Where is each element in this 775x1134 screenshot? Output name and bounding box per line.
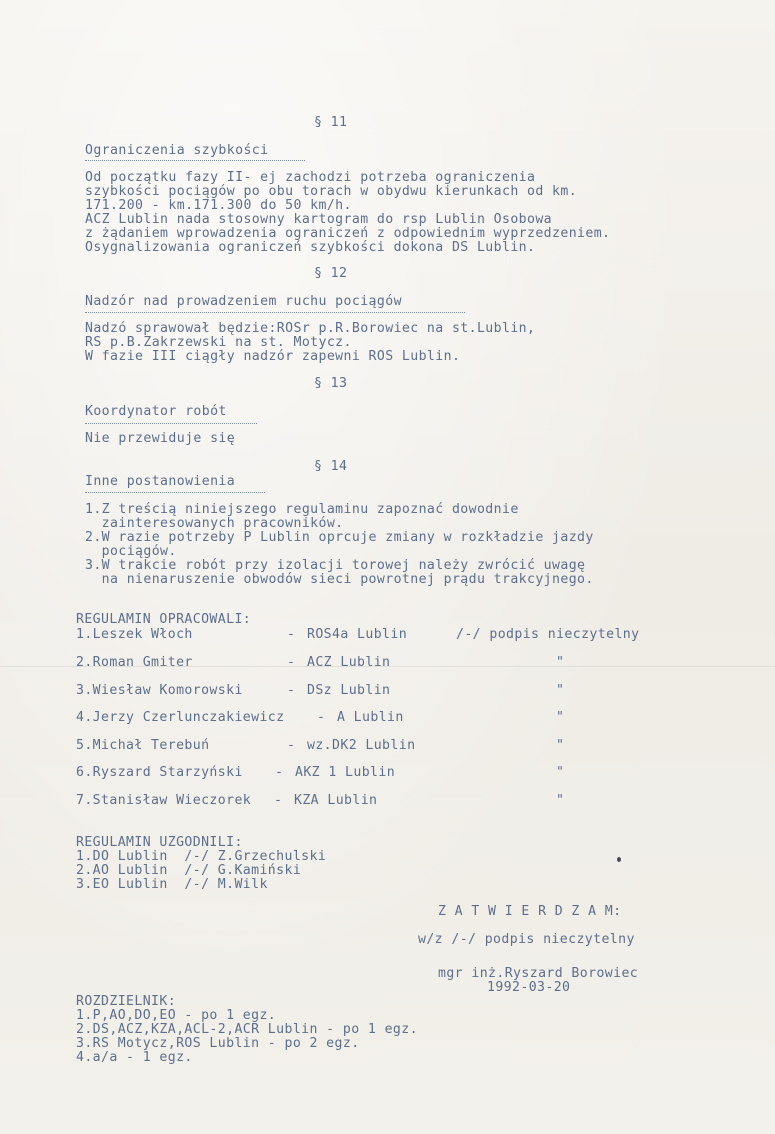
distribution-heading: ROZDZIELNIK: (76, 994, 177, 1009)
author-6-ditto: " (556, 765, 565, 780)
section-14-line-6: na nienaruszenie obwodów sieci powrotnej prądu trakcyjnego. (85, 572, 594, 587)
author-3-ditto: " (556, 683, 565, 698)
author-3-name: 3.Wiesław Komorowski (76, 683, 243, 698)
author-5-dash: - (287, 738, 296, 753)
author-2-dash: - (287, 655, 296, 670)
author-2-unit: ACZ Lublin (307, 655, 391, 670)
agreed-line-1: 1.DO Lublin /-/ Z.Grzechulski (76, 849, 327, 864)
author-1-unit: ROS4a Lublin (307, 627, 408, 642)
approval-signature: w/z /-/ podpis nieczytelny (418, 932, 635, 947)
agreed-heading: REGULAMIN UZGODNILI: (76, 835, 243, 850)
author-7-unit: KZA Lublin (294, 793, 378, 808)
section-14-line-4: pociągów. (85, 544, 177, 559)
section-13-line-1: Nie przewiduje się (85, 431, 236, 446)
author-6-name: 6.Ryszard Starzyński (76, 765, 243, 780)
ink-spot (617, 857, 621, 862)
section-14-heading: Inne postanowienia (85, 474, 236, 489)
author-1-name: 1.Leszek Włoch (76, 627, 193, 642)
section-11-line-4: ACZ Lublin nada stosowny kartogram do rsp Lublin Osobowa (85, 212, 553, 227)
section-11-line-1: Od początku fazy II- ej zachodzi potrzeba ograniczenia (85, 170, 536, 185)
distribution-line-2: 2.DS,ACZ,KZA,ACL-2,ACR Lublin - po 1 egz. (76, 1022, 418, 1037)
section-11-line-6: Osygnalizowania ograniczeń szybkości dokona DS Lublin. (85, 240, 536, 255)
author-6-unit: AKZ 1 Lublin (295, 765, 396, 780)
section-12-heading: Nadzór nad prowadzeniem ruchu pociągów (85, 294, 402, 309)
section-14-number: § 14 (314, 459, 348, 474)
section-14-line-5: 3.W trakcie robót przy izolacji torowej należy zwrócić uwagę (85, 558, 586, 573)
authors-heading: REGULAMIN OPRACOWALI: (76, 612, 252, 627)
section-13-number: § 13 (314, 376, 348, 391)
section-12-underline (85, 312, 465, 313)
agreed-line-3: 3.EO Lublin /-/ M.Wilk (76, 877, 268, 892)
distribution-line-1: 1.P,AO,DO,EO - po 1 egz. (76, 1008, 277, 1023)
section-14-line-1: 1.Z treścią niniejszego regulaminu zapoznać dowodnie (85, 502, 519, 517)
section-12-line-3: W fazie III ciągły nadzór zapewni ROS Lublin. (85, 349, 461, 364)
author-2-ditto: " (556, 655, 565, 670)
section-14-line-2: zainteresowanych pracowników. (85, 516, 344, 531)
section-14-line-3: 2.W razie potrzeby P Lublin oprcuje zmiany w rozkładzie jazdy (85, 530, 594, 545)
author-7-ditto: " (556, 793, 565, 808)
section-11-number: § 11 (314, 115, 348, 130)
approver-name: mgr inż.Ryszard Borowiec (438, 966, 639, 981)
author-3-dash: - (287, 683, 296, 698)
author-4-ditto: " (556, 710, 565, 725)
author-7-dash: - (274, 793, 283, 808)
author-4-dash: - (317, 710, 326, 725)
agreed-line-2: 2.AO Lublin /-/ G.Kamiński (76, 863, 302, 878)
distribution-line-4: 4.a/a - 1 egz. (76, 1050, 193, 1065)
section-11-line-5: z żądaniem wprowadzenia ograniczeń z odpowiednim wyprzedzeniem. (85, 226, 611, 241)
distribution-line-3: 3.RS Motycz,ROS Lublin - po 2 egz. (76, 1036, 360, 1051)
author-6-dash: - (275, 765, 284, 780)
section-13-underline (85, 423, 257, 424)
author-4-unit: A Lublin (337, 710, 404, 725)
section-11-line-3: 171.200 - km.171.300 do 50 km/h. (85, 198, 352, 213)
approval-date: 1992-03-20 (487, 980, 571, 995)
author-2-name: 2.Roman Gmiter (76, 655, 193, 670)
section-11-underline (85, 160, 305, 161)
author-1-signature: /-/ podpis nieczytelny (456, 627, 640, 642)
author-5-ditto: " (556, 738, 565, 753)
author-3-unit: DSz Lublin (307, 683, 391, 698)
section-11-heading: Ograniczenia szybkości (85, 143, 269, 158)
section-12-line-1: Nadzó sprawował będzie:ROSr p.R.Borowiec na st.Lublin, (85, 321, 536, 336)
section-12-line-2: RS p.B.Zakrzewski na st. Motycz. (85, 335, 352, 350)
author-7-name: 7.Stanisław Wieczorek (76, 793, 252, 808)
section-14-underline (85, 492, 265, 493)
author-4-name: 4.Jerzy Czerlunczakiewicz (76, 710, 285, 725)
approval-heading: Z A T W I E R D Z A M: (438, 904, 622, 919)
section-12-number: § 12 (314, 266, 348, 281)
section-13-heading: Koordynator robót (85, 404, 227, 419)
section-11-line-2: szybkości pociągów po obu torach w obydwu kierunkach od km. (85, 184, 578, 199)
author-5-unit: wz.DK2 Lublin (307, 738, 416, 753)
author-1-dash: - (287, 627, 296, 642)
author-5-name: 5.Michał Terebuń (76, 738, 210, 753)
